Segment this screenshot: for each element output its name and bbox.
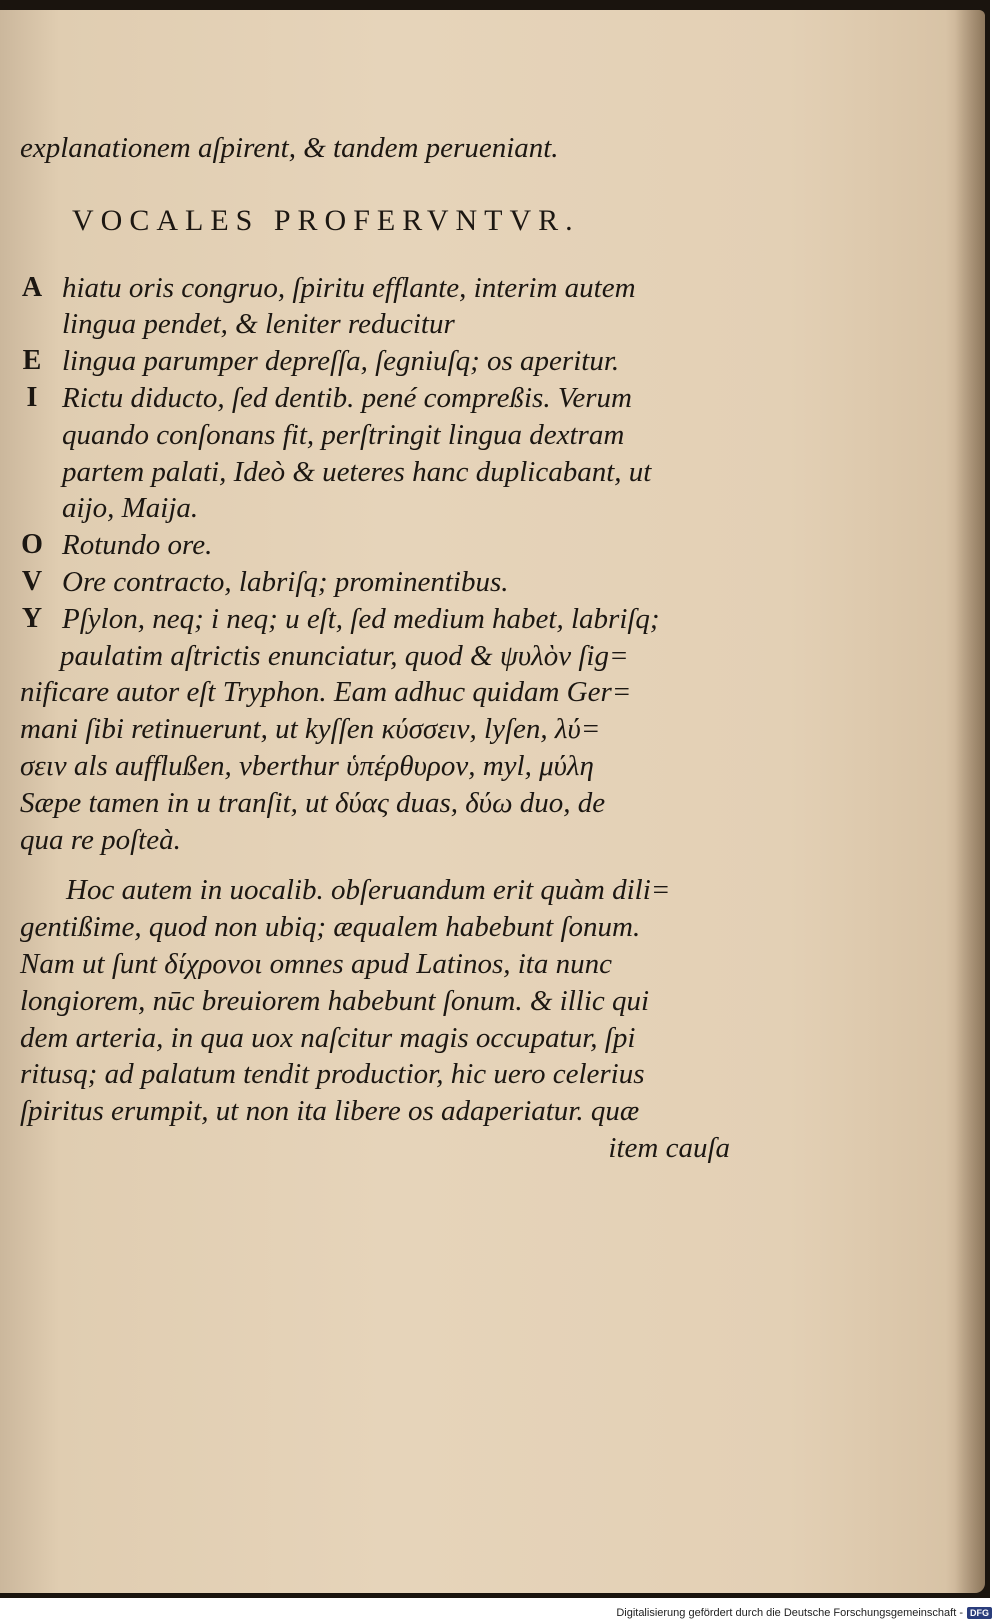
footer-text: Digitalisierung gefördert durch die Deutsche Forschungsgemeinschaft - [616, 1607, 963, 1619]
vowel-letter: Y [21, 602, 43, 634]
text-line: paulatim aſtrictis enunciatur, quod & ψυλὸν ſig= [60, 639, 629, 672]
book-page [0, 10, 985, 1593]
text-line: Rictu diducto, ſed dentib. pené compreßis. Verum [62, 381, 632, 414]
vowel-entry-e [20, 343, 740, 380]
vowel-letter: A [21, 271, 43, 303]
text-line: Ore contracto, labriſq; prominentibus. [62, 565, 509, 598]
text-line: qua re poſteà. [20, 823, 181, 856]
text-line: aijo, Maija. [62, 492, 199, 525]
text-line: lingua pendet, & leniter reducitur [62, 308, 455, 341]
text-line: nificare autor eſt Tryphon. Eam adhuc quidam Ger= [20, 676, 632, 709]
vowel-letter: E [22, 345, 42, 377]
text-line: Rotundo ore. [62, 529, 213, 562]
text-line: Pſylon, neq; i neq; u eſt, ſed medium habet, labriſq; [62, 602, 660, 635]
paragraph-line: ritusq; ad palatum tendit productior, hic uero celerius [20, 1058, 645, 1091]
page-text [20, 130, 740, 1167]
paragraph-line: Nam ut ſunt δίχρονοι omnes apud Latinos, ita nunc [20, 947, 612, 980]
vowel-entry-i [20, 380, 740, 527]
paragraph-line: gentißime, quod non ubiq; æqualem habebunt ſonum. [20, 911, 641, 944]
text-line: hiatu oris congruo, ſpiritu efflante, interim autem [62, 271, 636, 304]
paragraph-line: Hoc autem in uocalib. obſeruandum erit quàm dili= [66, 874, 671, 907]
vowel-entry-y [20, 601, 740, 638]
dfg-logo: DFG [967, 1607, 992, 1619]
section-heading: VOCALES PROFERVNTVR. [72, 203, 580, 237]
vowel-entry-o [20, 527, 740, 564]
vowel-letter: I [26, 381, 38, 413]
catchword: item cauſa [608, 1131, 730, 1164]
vowel-letter: V [21, 565, 43, 597]
text-line: mani ſibi retinuerunt, ut kyſſen κύσσειν, lyſen, λύ= [20, 713, 601, 746]
first-line: explanationem aſpirent, & tandem perueniant. [20, 132, 559, 164]
text-line: σειν als aufflußen, vberthur ὑπέρθυρον, myl, μύλη [20, 749, 594, 782]
text-line: quando conſonans fit, perſtringit lingua dextram [62, 418, 625, 451]
paragraph-line: ſpiritus erumpit, ut non ita libere os adaperiatur. quæ [20, 1095, 640, 1128]
vowel-entry-a [20, 270, 740, 344]
paragraph-line: longiorem, nūc breuiorem habebunt ſonum. & illic qui [20, 984, 650, 1017]
paragraph-line: dem arteria, in qua uox naſcitur magis occupatur, ſpi [20, 1021, 636, 1054]
vowel-entry-v [20, 564, 740, 601]
vowel-letter: O [21, 529, 43, 561]
text-line: partem palati, Ideò & ueteres hanc duplicabant, ut [62, 455, 652, 488]
text-line: lingua parumper depreſſa, ſegniuſq; os aperitur. [62, 345, 620, 378]
text-line: Sæpe tamen in u tranſit, ut δύας duas, δύω duo, de [20, 786, 606, 819]
digitization-footer [616, 1607, 992, 1619]
